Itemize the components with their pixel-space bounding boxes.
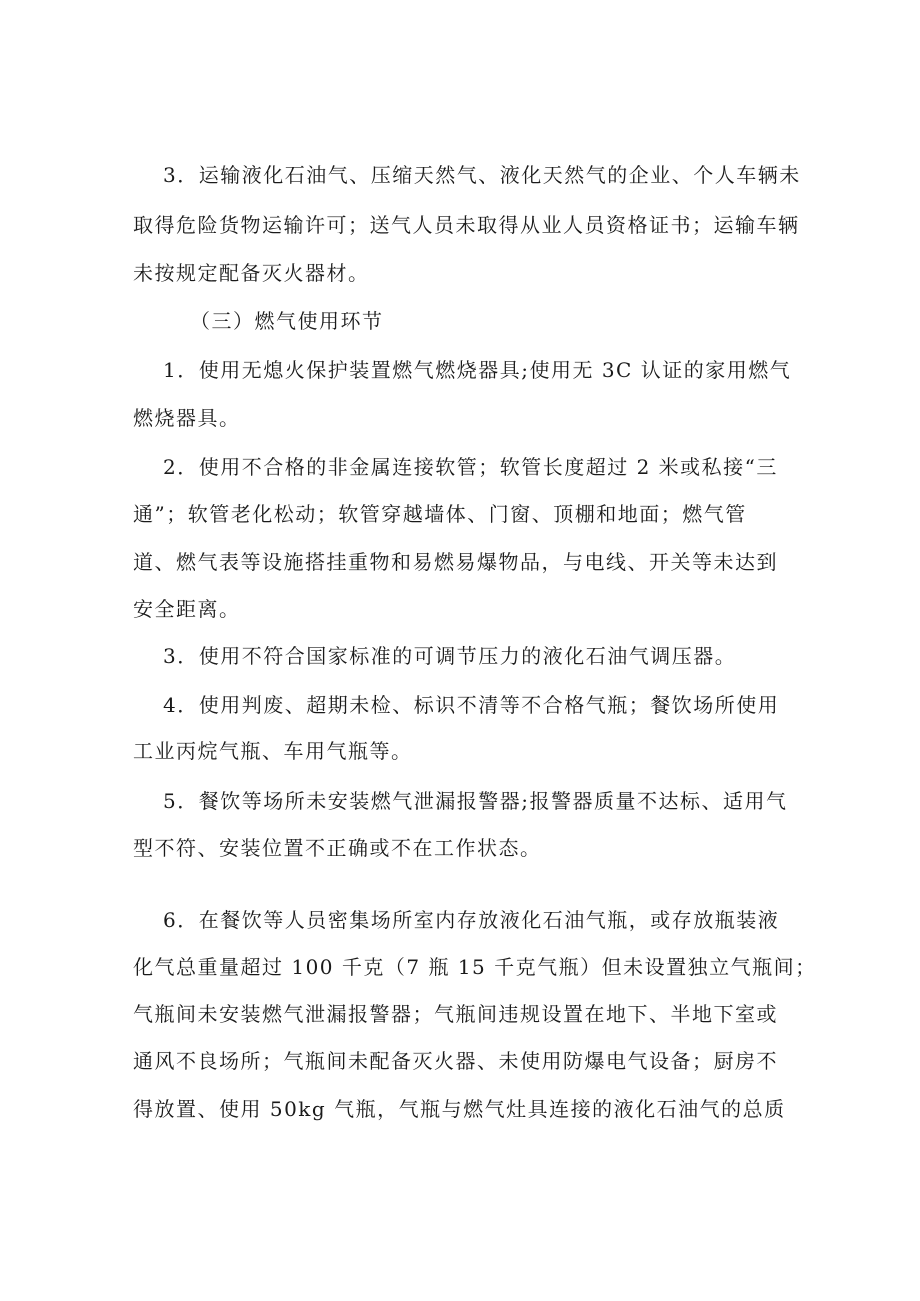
- text-line: 化气总重量超过 100 千克（7 瓶 15 千克气瓶）但未设置独立气瓶间；: [133, 955, 817, 979]
- text-line: 通”；软管老化松动；软管穿越墙体、门窗、顶棚和地面；燃气管: [133, 502, 747, 526]
- text-line: 通风不良场所；气瓶间未配备灭火器、未使用防爆电气设备；厨房不: [133, 1049, 778, 1073]
- text-line: 燃烧器具。: [133, 406, 241, 430]
- text-line: 工业丙烷气瓶、车用气瓶等。: [133, 739, 413, 763]
- text-line: 4．使用判废、超期未检、标识不清等不合格气瓶；餐饮场所使用: [163, 693, 780, 717]
- text-line: 得放置、使用 50kg 气瓶，气瓶与燃气灶具连接的液化石油气的总质: [133, 1097, 786, 1121]
- text-line: 型不符、安装位置不正确或不在工作状态。: [133, 836, 542, 860]
- text-line: 1．使用无熄火保护装置燃气燃烧器具;使用无 3C 认证的家用燃气: [163, 358, 792, 382]
- text-line: 5．餐饮等场所未安装燃气泄漏报警器;报警器质量不达标、适用气: [163, 789, 788, 813]
- text-line: 未按规定配备灭火器材。: [133, 261, 370, 285]
- section-heading: （三）燃气使用环节: [190, 309, 384, 333]
- text-line: 3．使用不符合国家标准的可调节压力的液化石油气调压器。: [163, 644, 737, 668]
- text-line: 气瓶间未安装燃气泄漏报警器；气瓶间违规设置在地下、半地下室或: [133, 1002, 778, 1026]
- text-line: 安全距离。: [133, 597, 241, 621]
- text-line: 道、燃气表等设施搭挂重物和易燃易爆物品，与电线、开关等未达到: [133, 550, 778, 574]
- text-line: 取得危险货物运输许可；送气人员未取得从业人员资格证书；运输车辆: [133, 213, 800, 237]
- text-line: 2．使用不合格的非金属连接软管；软管长度超过 2 米或私接“三: [163, 455, 778, 479]
- text-line: 6．在餐饮等人员密集场所室内存放液化石油气瓶，或存放瓶装液: [163, 908, 780, 932]
- text-line: 3．运输液化石油气、压缩天然气、液化天然气的企业、个人车辆未: [163, 163, 801, 187]
